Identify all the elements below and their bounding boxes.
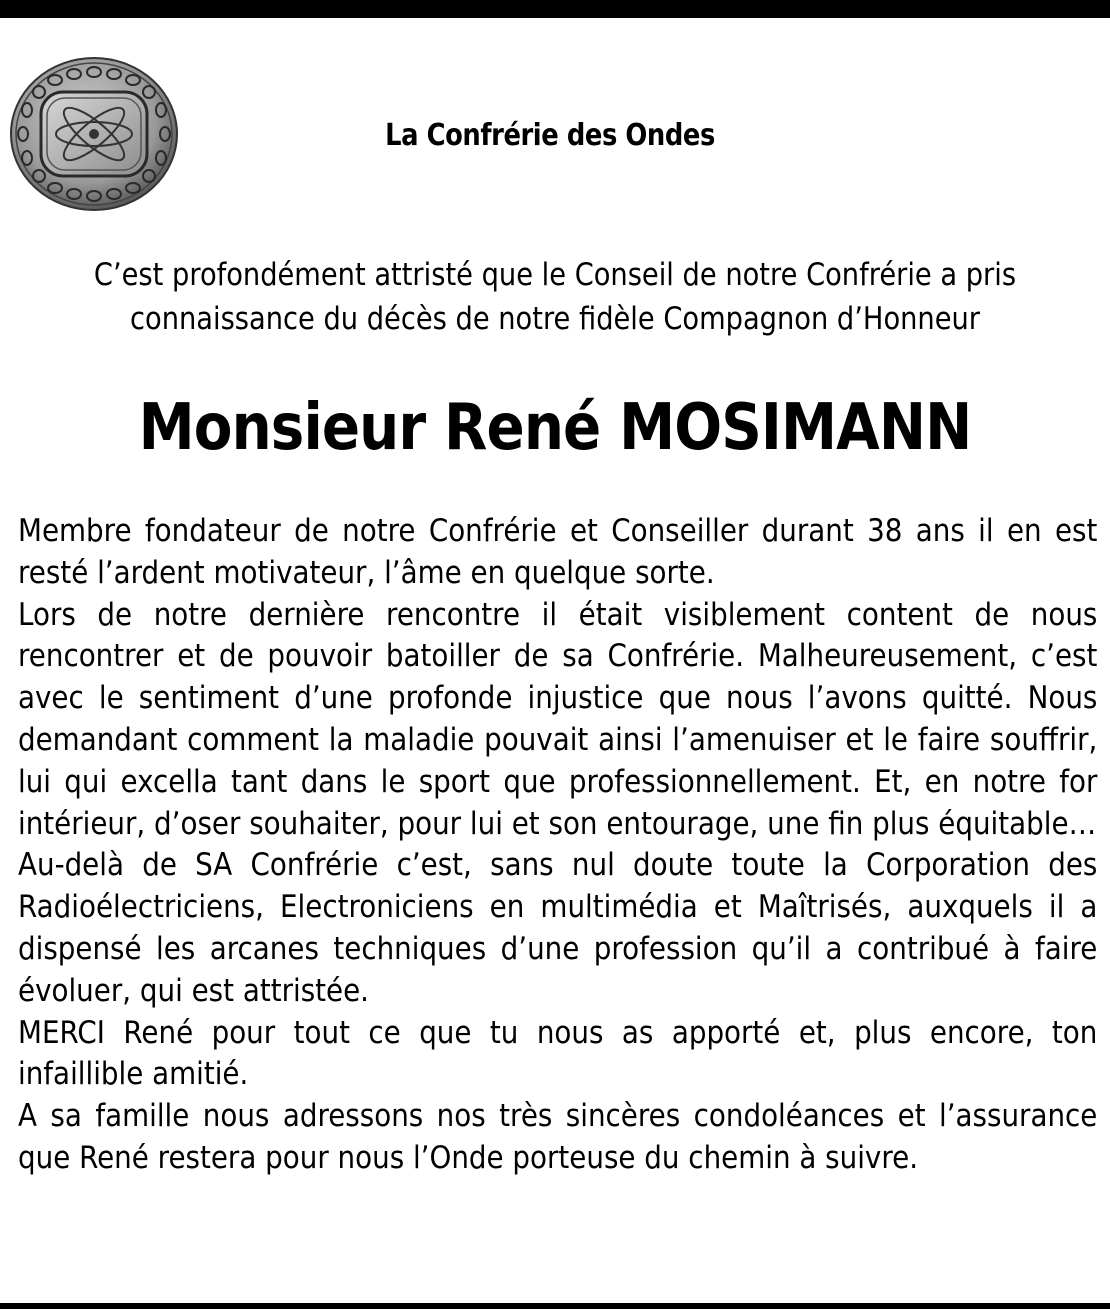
intro-statement: C’est profondément attristé que le Conseil de notre Confrérie a pris connaissance du décès de notre fidèle Compagnon d’Honneur bbox=[93, 257, 1017, 337]
body-paragraph: A sa famille nous adressons nos très sincères condoléances et l’assurance que René restera pour nous l’Onde porteuse du chemin à suivre. bbox=[18, 1098, 1098, 1176]
deceased-name: Monsieur René MOSIMANN bbox=[138, 391, 972, 465]
organization-title: La Confrérie des Ondes bbox=[385, 118, 715, 153]
body-paragraph: Lors de notre dernière rencontre il était visiblement content de nous rencontrer et de pouvoir batoiller de sa Confrérie. Malheureusement, c’est avec le sentiment d’une profonde injustice que nous l’avons quitté. Nous demandant comment la maladie pouvait ainsi l’amenuiser et le faire souffrir, lui qui excella tant dans le sport que professionnellement. Et, en notre for intérieur, d’oser souhaiter, pour lui et son entourage, une fin plus équitable… bbox=[18, 596, 1098, 842]
body-paragraph: Membre fondateur de notre Confrérie et Conseiller durant 38 ans il en est resté l’ardent motivateur, l’âme en quelque sorte. bbox=[18, 513, 1098, 591]
bottom-border-rule bbox=[0, 1303, 1110, 1309]
body-paragraph: Au-delà de SA Confrérie c’est, sans nul doute toute la Corporation des Radioélectriciens, Electroniciens en multimédia et Maîtrisés, auxquels il a dispensé les arcanes techniques d’une profession qu’il a contribué à faire évoluer, qui est attristée. bbox=[18, 847, 1098, 1009]
body-paragraph: MERCI René pour tout ce que tu nous as apporté et, plus encore, ton infaillible amitié. bbox=[18, 1014, 1098, 1093]
top-border-rule bbox=[0, 0, 1110, 18]
obituary-body bbox=[18, 511, 1097, 1180]
atom-medallion-icon bbox=[9, 56, 179, 212]
